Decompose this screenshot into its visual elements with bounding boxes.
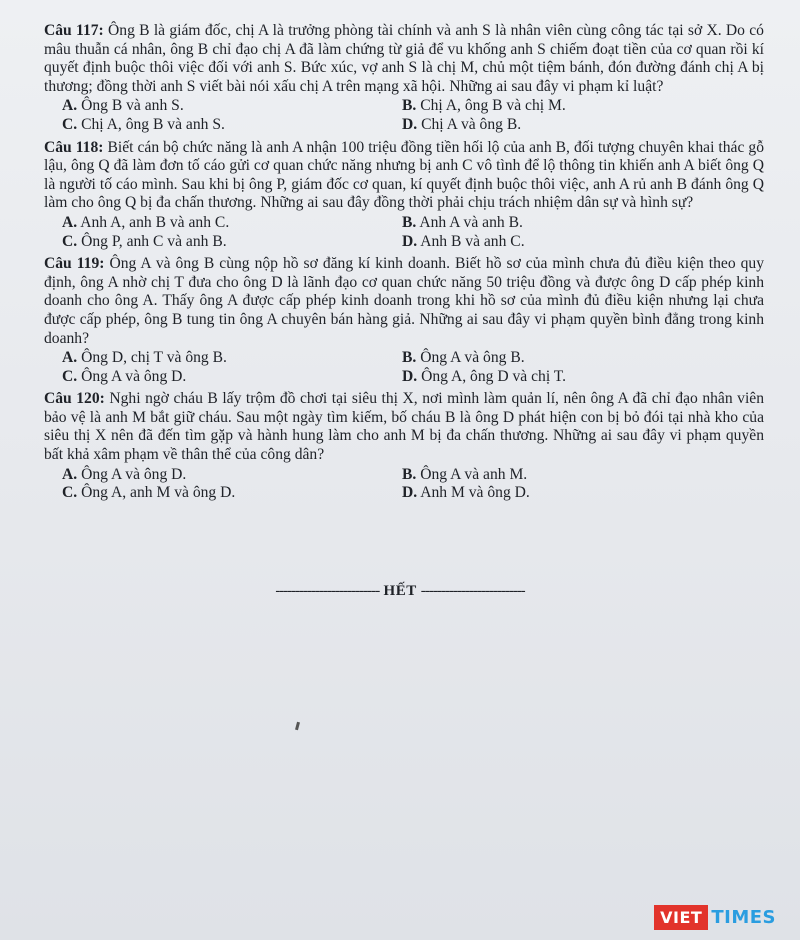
end-marker <box>0 583 800 600</box>
option-c: C. Chị A, ông B và anh S. <box>62 115 225 133</box>
option-d: D. Anh B và anh C. <box>402 232 525 250</box>
logo-viet: VIET <box>654 905 708 930</box>
option-c: C. Ông A và ông D. <box>62 367 187 385</box>
option-d: D. Chị A và ông B. <box>402 115 522 133</box>
question-text <box>44 22 764 96</box>
question-text <box>44 255 764 348</box>
option-b: B. Chị A, ông B và chị M. <box>402 97 566 115</box>
question-118 <box>44 139 764 252</box>
exam-content <box>44 22 764 503</box>
question-body: Ông B là giám đốc, chị A là trưởng phòng tài chính và anh S là nhân viên cùng công tác tại sở X. Do có mâu thuẫn cá nhân, ông B chỉ đạo chị A đã làm chứng từ giả để vu khống anh S chiếm đoạt tiền của cơ quan rồi kí quyết định buộc thôi việc đối với anh S. Bức xúc, vợ anh S là chị M, chủ một tiệm bánh, đón đường đánh chị A bị thương; đồng thời anh S viết bài nói xấu chị A trên mạng xã hội. Những ai sau đây vi phạm kỉ luật? <box>44 22 764 95</box>
end-text: HẾT <box>383 583 417 599</box>
logo-times: TIMES <box>711 907 776 928</box>
answer-options <box>44 349 764 386</box>
option-b: B. Ông A và anh M. <box>402 465 528 483</box>
option-d: D. Ông A, ông D và chị T. <box>402 367 567 385</box>
option-b: B. Ông A và ông B. <box>402 349 525 367</box>
option-a: A. Ông B và anh S. <box>62 97 184 115</box>
option-a: A. Anh A, anh B và anh C. <box>62 213 230 231</box>
option-a: A. Ông A và ông D. <box>62 465 187 483</box>
answer-options <box>44 97 764 134</box>
question-label: Câu 120: <box>44 390 105 408</box>
answer-options <box>44 214 764 251</box>
question-body: Ông A và ông B cùng nộp hồ sơ đăng kí kinh doanh. Biết hồ sơ của mình chưa đủ điều kiện theo quy định, ông A nhờ chị T đưa cho ông D là lãnh đạo cơ quan chức năng 50 triệu đồng và được ông D cấp phép kinh doanh cho ông A. Thấy ông A được cấp phép kinh doanh trong khi hồ sơ của mình đủ điều kiện nhưng lại chưa được cấp phép, ông B tung tin ông A chuyên bán hàng giả. Những ai sau đây vi phạm quyền bình đẳng trong kinh doanh? <box>44 255 765 347</box>
end-dashes-right: -------------------------- <box>420 583 525 599</box>
viettimes-logo <box>654 905 776 930</box>
question-text <box>44 390 764 464</box>
question-label: Câu 117: <box>44 22 104 39</box>
question-body: Biết cán bộ chức năng là anh A nhận 100 triệu đồng tiền hối lộ của anh B, đối tượng chuyên khai thác gỗ lậu, ông Q đã làm đơn tố cáo gửi cơ quan chức năng nhưng bị anh C vô tình để lộ thông tin khiến anh A biết ông Q là người tố cáo mình. Sau khi bị ông P, giám đốc cơ quan, kí quyết định buộc thôi việc, anh A rủ anh B đánh ông Q làm cho ông Q bị đa chấn thương. Những ai sau đây đồng thời phải chịu trách nhiệm dân sự và hình sự? <box>44 138 764 212</box>
question-text <box>44 139 764 213</box>
answer-options <box>44 466 764 503</box>
option-d: D. Anh M và ông D. <box>402 484 530 502</box>
option-c: C. Ông A, anh M và ông D. <box>62 484 236 502</box>
question-119 <box>44 255 764 386</box>
question-body: Nghi ngờ cháu B lấy trộm đồ chơi tại siêu thị X, nơi mình làm quản lí, nên ông A đã chỉ đạo nhân viên bảo vệ là anh M bắt giữ cháu. Sau một ngày tìm kiếm, bố cháu B là ông D phát hiện con bị bỏ đói tại nhà kho của siêu thị X nên đã đến tìm gặp và hành hung làm cho anh M bị đa chấn thương. Những ai sau đây vi phạm quyền bất khả xâm phạm về thân thể của công dân? <box>44 390 764 464</box>
question-label: Câu 119: <box>44 255 105 273</box>
option-a: A. Ông D, chị T và ông B. <box>62 349 227 367</box>
question-120 <box>44 390 764 503</box>
question-117 <box>44 22 764 135</box>
option-c: C. Ông P, anh C và anh B. <box>62 232 227 250</box>
question-label: Câu 118: <box>44 138 104 156</box>
end-dashes-left: -------------------------- <box>275 583 380 599</box>
option-b: B. Anh A và anh B. <box>402 213 523 231</box>
pen-mark <box>295 722 300 731</box>
